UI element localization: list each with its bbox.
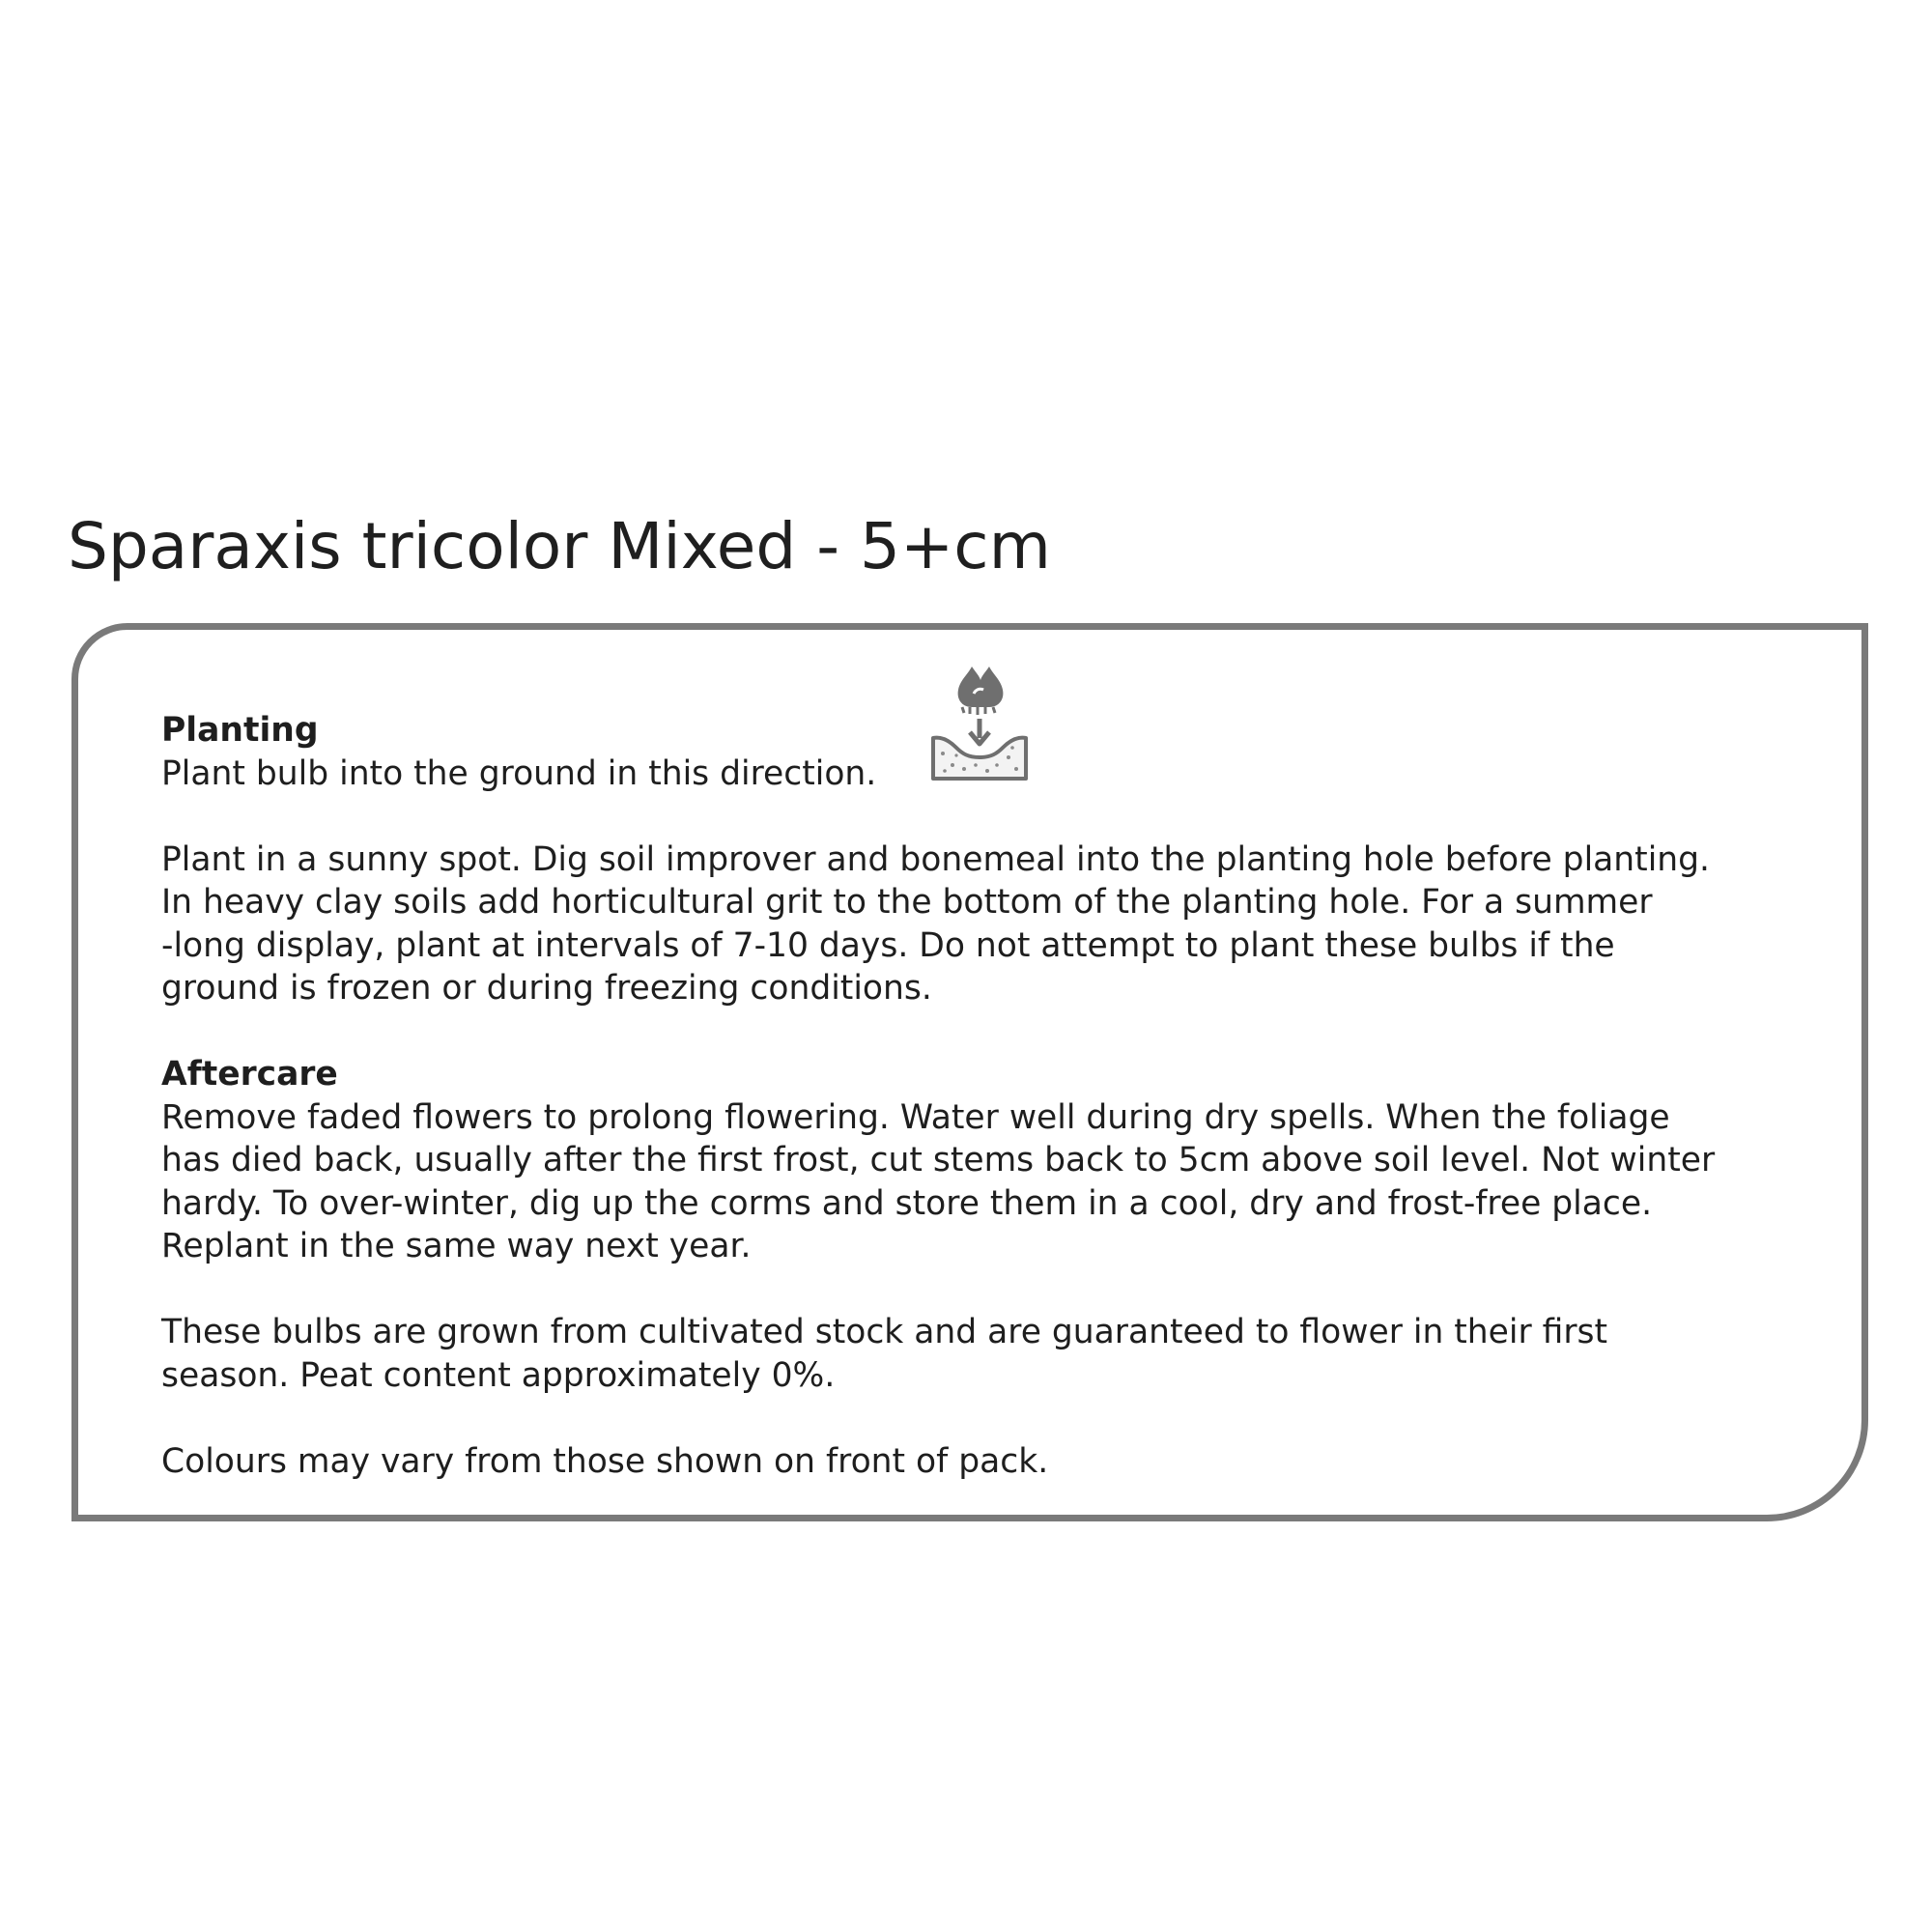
bulb-planting-direction-icon [929, 665, 1030, 781]
bulb-roots [962, 707, 995, 715]
spacer [161, 795, 1784, 838]
colour-disclaimer: Colours may vary from those shown on front of pack. [161, 1441, 1049, 1481]
bulb-shape [958, 667, 1004, 707]
spacer [161, 1268, 1784, 1312]
planting-instructions: Plant in a sunny spot. Dig soil improver and bonemeal into the planting hole before planting. In heavy clay soils add horticultural grit to the bottom of the planting hole. For a summer -long display, plant at intervals of 7-10 days. Do not attempt to plant these bulbs if the ground is frozen or during freezing conditions. [161, 839, 1711, 1008]
aftercare-text: Remove faded flowers to prolong flowering. Water well during dry spells. When the foliage has died back, usually after the first frost, cut stems back to 5cm above soil level. Not winter hardy. To over-winter, dig up the corms and store them in a cool, dry and frost-free place. Replant in the same way next year. [161, 1097, 1716, 1265]
guarantee-text: These bulbs are grown from cultivated stock and are guaranteed to flower in their first season. Peat content approximately 0%. [161, 1313, 1608, 1395]
spacer [161, 1397, 1784, 1440]
planting-direction-text: Plant bulb into the ground in this direction. [161, 753, 877, 793]
instructions-content [161, 709, 1784, 1483]
spacer [161, 1010, 1784, 1054]
product-title: Sparaxis tricolor Mixed - 5+cm [68, 509, 1051, 583]
aftercare-heading: Aftercare [161, 1055, 338, 1094]
planting-heading: Planting [161, 711, 319, 750]
